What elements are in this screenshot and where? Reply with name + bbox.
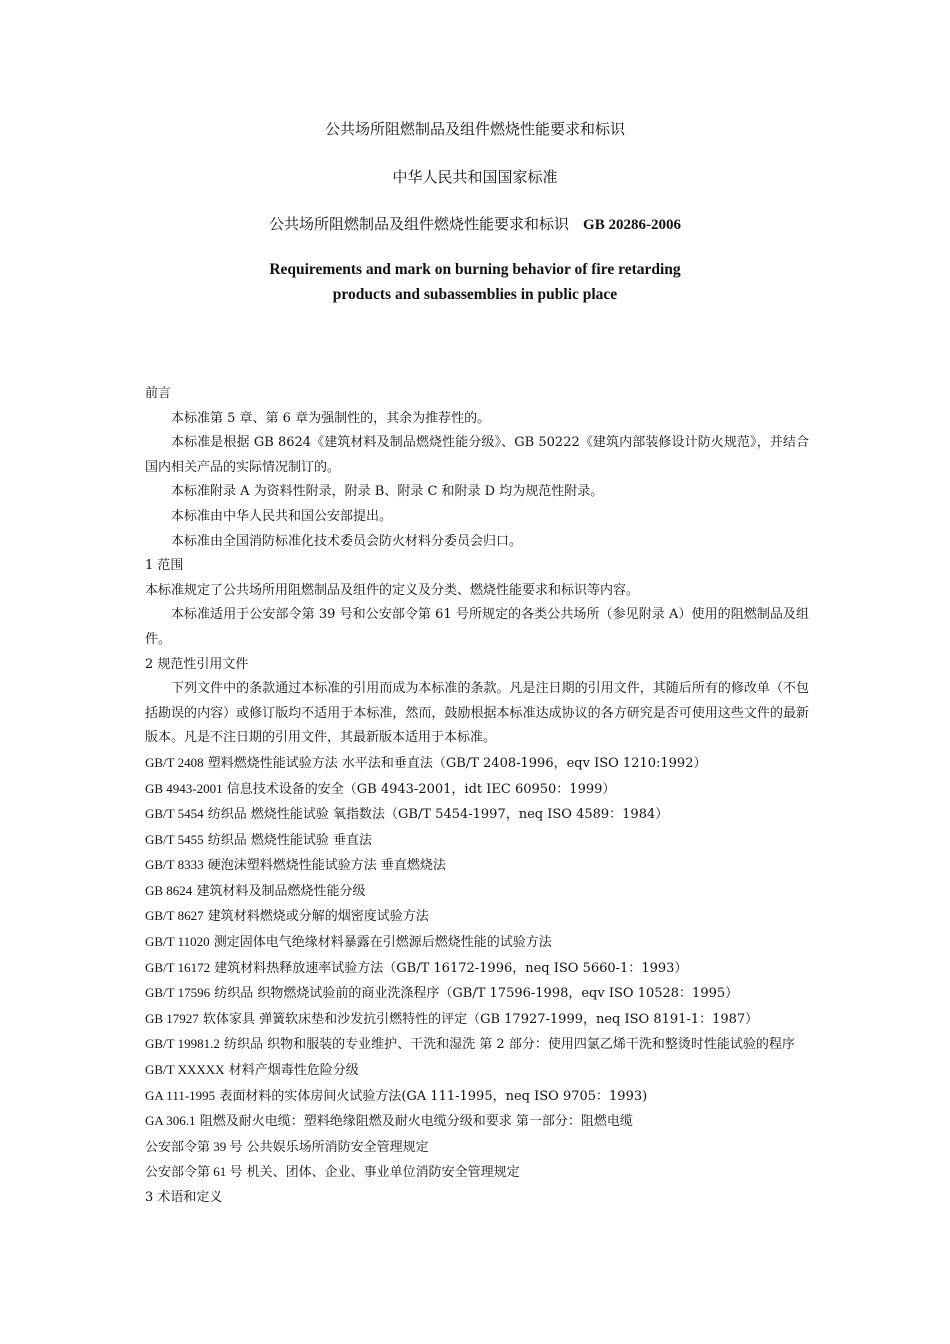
reference-item (145, 1007, 809, 1033)
reference-title: 建筑材料及制品燃烧性能分级 (196, 883, 366, 899)
reference-item (145, 1109, 809, 1135)
reference-code: GA 306.1 (145, 1113, 196, 1129)
reference-item (145, 1032, 809, 1058)
reference-item (145, 802, 809, 828)
foreword-heading: 前言 (145, 386, 172, 401)
standard-code: GB 20286-2006 (583, 217, 681, 233)
reference-item (145, 904, 809, 930)
reference-title: 阻燃及耐火电缆：塑料绝缘阻燃及耐火电缆分级和要求 第一部分：阻燃电缆 (199, 1114, 633, 1130)
reference-code: GB/T 8627 (145, 908, 204, 924)
english-title-line-2: products and subassemblies in public place (332, 286, 618, 303)
section-heading: 2 规范性引用文件 (145, 656, 249, 672)
reference-code: GB/T 5454 (145, 806, 204, 822)
reference-title: 纺织品 织物和服装的专业维护、干洗和湿洗 第 2 部分：使用四氯乙烯干洗和整烫时性能试验的程序 (224, 1037, 795, 1053)
reference-title: 建筑材料燃烧或分解的烟密度试验方法 (207, 909, 429, 925)
reference-item (145, 1160, 809, 1186)
reference-item (145, 879, 809, 905)
reference-item (145, 930, 809, 956)
reference-title: 纺织品 织物燃烧试验前的商业洗涤程序（GB/T 17596-1998，eqv ISO 10528：1995） (214, 986, 739, 1002)
reference-title: 测定固体电气绝缘材料暴露在引燃源后燃烧性能的试验方法 (213, 935, 552, 951)
reference-list (145, 751, 809, 1186)
reference-item (145, 1135, 809, 1161)
reference-code: GB/T 19981.2 (145, 1036, 220, 1052)
reference-item (145, 828, 809, 854)
paragraph: 本标准第 5 章、第 6 章为强制性的，其余为推荐性的。 (171, 410, 491, 426)
reference-title: 材料产烟毒性危险分级 (228, 1063, 359, 1079)
reference-code: GA 111-1995 (145, 1087, 216, 1103)
reference-item (145, 853, 809, 879)
reference-title: 纺织品 燃烧性能试验 氧指数法（GB/T 5454-1997，neq ISO 4589：1984） (207, 807, 669, 823)
reference-title: 软体家具 弹簧软床垫和沙发抗引燃特性的评定（GB 17927-1999，neq ISO 8191-1：1987） (202, 1011, 759, 1027)
reference-title: 表面材料的实体房间火试验方法(GA 111-1995，neq ISO 9705：1993) (219, 1088, 648, 1104)
reference-code: GB/T XXXXX (145, 1062, 225, 1078)
reference-title: 机关、团体、企业、事业单位消防安全管理规定 (246, 1165, 520, 1181)
paragraph: 本标准规定了公共场所用阻燃制品及组件的定义及分类、燃烧性能要求和标识等内容。 (145, 582, 640, 598)
paragraph: 下列文件中的条款通过本标准的引用而成为本标准的条款。凡是注日期的引用文件，其随后所有的修改单（不包括勘误的内容）或修订版均不适用于本标准，然而，鼓励根据本标准达成协议的各方研究是否可使用这些文件的最新版本。凡是不注日期的引用文件，其最新版本适用于本标准。 (145, 681, 809, 746)
reference-code: GB 4943-2001 (145, 780, 223, 796)
section-heading: 3 术语和定义 (145, 1190, 223, 1205)
reference-item (145, 1084, 809, 1110)
reference-code: 公安部令第 61 号 (145, 1164, 243, 1180)
reference-code: GB/T 5455 (145, 831, 204, 847)
reference-code: GB/T 8333 (145, 857, 204, 873)
reference-title: 硬泡沫塑料燃烧性能试验方法 垂直燃烧法 (207, 858, 446, 874)
paragraph: 本标准由全国消防标准化技术委员会防火材料分委员会归口。 (171, 533, 523, 549)
document-title: 公共场所阻燃制品及组件燃烧性能要求和标识 (324, 120, 625, 138)
document-body (145, 382, 809, 1211)
reference-code: GB 8624 (145, 882, 193, 898)
reference-code: GB 17927 (145, 1010, 199, 1026)
paragraph: 本标准附录 A 为资料性附录，附录 B、附录 C 和附录 D 均为规范性附录。 (171, 484, 604, 500)
title-with-code (0, 213, 950, 234)
reference-item (145, 1058, 809, 1084)
english-title-line-1: Requirements and mark on burning behavior of fire retarding (269, 261, 681, 278)
reference-item (145, 981, 809, 1007)
paragraph: 本标准适用于公安部令第 39 号和公安部令第 61 号所规定的各类公共场所（参见附录 A）使用的阻燃制品及组件。 (145, 607, 809, 647)
reference-title: 塑料燃烧性能试验方法 水平法和垂直法（GB/T 2408-1996，eqv ISO 1210:1992） (207, 755, 707, 771)
reference-code: 公安部令第 39 号 (145, 1138, 243, 1154)
reference-title: 纺织品 燃烧性能试验 垂直法 (207, 832, 373, 848)
reference-title: 建筑材料热释放速率试验方法（GB/T 16172-1996，neq ISO 5660-1：1993） (214, 960, 688, 976)
section-heading: 1 范围 (145, 558, 184, 574)
reference-title: 公共娱乐场所消防安全管理规定 (246, 1139, 429, 1155)
reference-title: 信息技术设备的安全（GB 4943-2001，idt IEC 60950：1999） (226, 781, 616, 797)
reference-item (145, 956, 809, 982)
paragraph: 本标准由中华人民共和国公安部提出。 (171, 508, 393, 524)
reference-item (145, 777, 809, 803)
reference-code: GB/T 2408 (145, 754, 204, 770)
reference-code: GB/T 17596 (145, 985, 211, 1001)
reference-code: GB/T 16172 (145, 959, 211, 975)
reference-item (145, 751, 809, 777)
reference-code: GB/T 11020 (145, 934, 210, 950)
title-text: 公共场所阻燃制品及组件燃烧性能要求和标识 (269, 215, 570, 233)
standard-type-line: 中华人民共和国国家标准 (392, 168, 558, 186)
paragraph: 本标准是根据 GB 8624《建筑材料及制品燃烧性能分级》、GB 50222《建筑内部装修设计防火规范》，并结合国内相关产品的实际情况制订的。 (145, 435, 809, 475)
